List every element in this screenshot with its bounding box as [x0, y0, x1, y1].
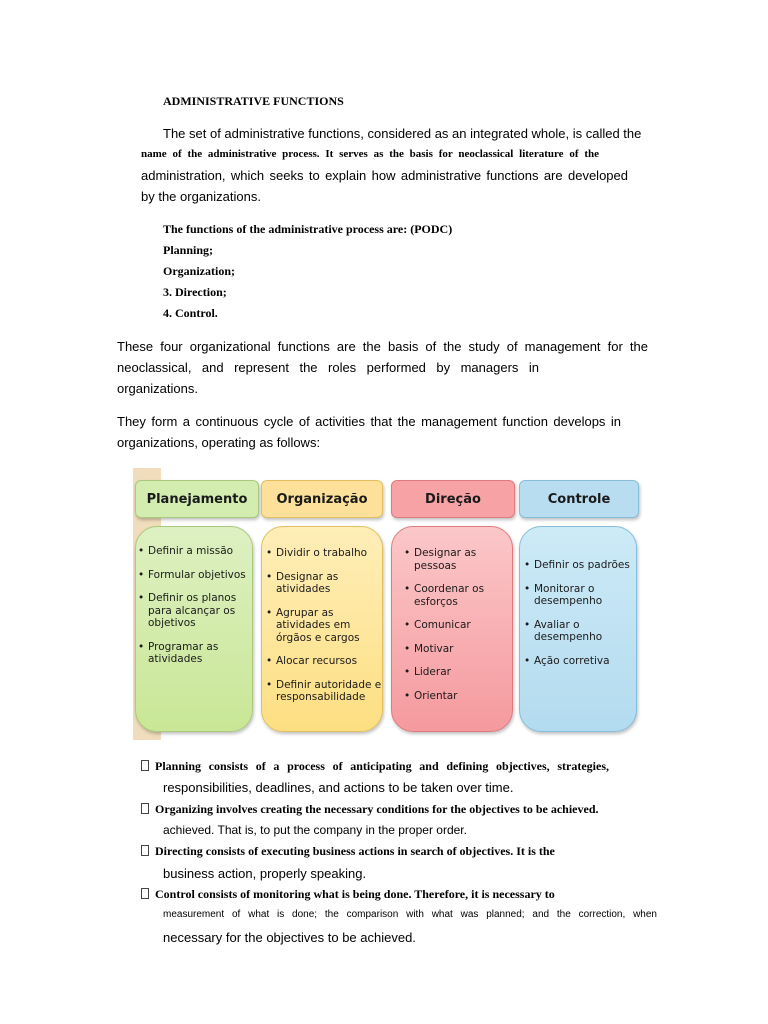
para2-line3: organizations.: [117, 381, 198, 396]
podc-item: Planning;: [163, 243, 214, 257]
bullet-planning-cont: responsibilities, deadlines, and actions to be taken over time.: [163, 780, 514, 795]
bullet-directing-cont: business action, properly speaking.: [163, 866, 367, 881]
checkbox-glyph-icon: [141, 803, 149, 814]
bullet-planning: Planning consists of a process of anticipating and defining objectives, strategies,: [141, 759, 609, 774]
checkbox-glyph-icon: [141, 845, 149, 856]
para1-line3: administration, which seeks to explain how administrative functions are developed: [141, 168, 628, 183]
list-item: • Dividir o trabalho: [266, 547, 382, 560]
para1-line4: by the organizations.: [141, 189, 261, 204]
bullet-organizing-cont: achieved. That is, to put the company in the proper order.: [163, 823, 467, 837]
para3-line2: organizations, operating as follows:: [117, 435, 321, 450]
header-direcao: Direção: [391, 480, 515, 518]
podc-item: 4. Control.: [163, 306, 218, 320]
bullet-control-cont: measurement of what is done; the comparison with what was planned; and the correction, when: [163, 909, 657, 920]
list-item: • Liderar: [404, 666, 512, 679]
bullet-directing: Directing consists of executing business actions in search of objectives. It is the: [141, 844, 555, 859]
podc-item: 3. Direction;: [163, 285, 227, 299]
list-item: • Motivar: [404, 643, 512, 656]
checkbox-glyph-icon: [141, 888, 149, 899]
list-item: • Agrupar as atividades em órgãos e cargos: [266, 607, 380, 645]
document-title: ADMINISTRATIVE FUNCTIONS: [163, 94, 344, 108]
list-item: • Monitorar o desempenho: [524, 583, 624, 608]
podc-item: Organization;: [163, 264, 235, 278]
list-item: • Comunicar: [404, 619, 512, 632]
podc-diagram: [133, 468, 643, 740]
para2-line2: neoclassical, and represent the roles performed by managers in: [117, 360, 539, 375]
list-item: • Definir a missão: [138, 545, 252, 558]
para3-line1: They form a continuous cycle of activities that the management function develops in: [117, 414, 621, 429]
card-planejamento: [135, 526, 253, 732]
checkbox-glyph-icon: [141, 760, 149, 771]
list-item: • Ação corretiva: [524, 655, 636, 668]
card-controle: [519, 526, 637, 732]
card-direcao: [391, 526, 513, 732]
list-item: • Designar as pessoas: [404, 547, 502, 572]
list-item: • Definir autoridade e responsabilidade: [266, 679, 394, 704]
para1-line1: The set of administrative functions, considered as an integrated whole, is called the: [163, 126, 642, 141]
list-item: • Formular objetivos: [138, 569, 252, 582]
header-controle: Controle: [519, 480, 639, 518]
para1-line2: name of the administrative process. It serves as the basis for neoclassical literature of the: [141, 148, 599, 160]
podc-intro: The functions of the administrative process are: (PODC): [163, 222, 453, 236]
bullet-control: Control consists of monitoring what is being done. Therefore, it is necessary to: [141, 887, 555, 902]
list-item: • Definir os planos para alcançar os objetivos: [138, 592, 248, 630]
header-planejamento: Planejamento: [135, 480, 259, 518]
para2-line1: These four organizational functions are the basis of the study of management for the: [117, 339, 648, 354]
header-organizacao: Organização: [261, 480, 383, 518]
list-item: • Alocar recursos: [266, 655, 382, 668]
list-item: • Avaliar o desempenho: [524, 619, 624, 644]
bullet-organizing: Organizing involves creating the necessary conditions for the objectives to be achieved.: [141, 802, 599, 817]
list-item: • Coordenar os esforços: [404, 583, 502, 608]
list-item: • Definir os padrões: [524, 559, 636, 572]
card-organizacao: [261, 526, 383, 732]
list-item: • Orientar: [404, 690, 512, 703]
bullet-control-cont2: necessary for the objectives to be achieved.: [163, 930, 416, 945]
list-item: • Designar as atividades: [266, 571, 358, 596]
list-item: • Programar as atividades: [138, 641, 240, 666]
